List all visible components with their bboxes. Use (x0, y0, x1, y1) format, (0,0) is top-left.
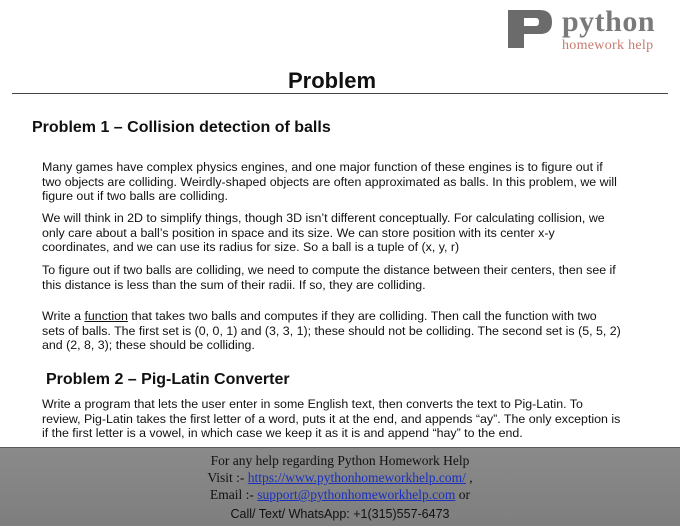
footer-email-line (0, 487, 680, 503)
problem1-paragraph-4 (42, 309, 622, 353)
logo-p-mark-icon (506, 8, 554, 50)
problem1-paragraph-1: Many games have complex physics engines, and one major function of these engines is to figure out if two objects are colliding. Weirdly-shaped objects are often approximated as balls. In this problem, we will figure out if two balls are colliding. (42, 160, 617, 204)
problem1-paragraph-3: To figure out if two balls are colliding, we need to compute the distance between their centers, then see if this distance is less than the sum of their radii. If so, they are colliding. (42, 263, 616, 292)
email-label: Email :- (210, 487, 258, 502)
logo-wordmark: python (562, 5, 656, 38)
title-divider (12, 93, 668, 94)
problem1-p4-text-start: Write a (42, 309, 85, 323)
footer-phone-line: Call/ Text/ WhatsApp: +1(315)557-6473 (230, 507, 450, 521)
problem1-paragraph-2: We will think in 2D to simplify things, though 3D isn’t different conceptually. For calculating collision, we only care about a ball’s position in space and its size. We can store position with its center x-y coordinates, and we can use its radius for size. So a ball is a tuple of (x, y, r) (42, 211, 605, 255)
footer-help-line: For any help regarding Python Homework Help (210, 453, 470, 468)
email-link[interactable]: support@pythonhomeworkhelp.com (257, 487, 456, 502)
footer-contact-banner (0, 447, 680, 526)
logo-tagline: homework help (562, 38, 654, 53)
page-title: Problem (287, 68, 377, 93)
website-link[interactable]: https://www.pythonhomeworkhelp.com/ (247, 470, 466, 485)
visit-label: Visit :- (207, 470, 248, 485)
function-link[interactable]: function (84, 309, 128, 323)
footer-visit-line (0, 470, 680, 486)
visit-suffix: , (465, 470, 473, 485)
problem1-heading: Problem 1 – Collision detection of balls (32, 119, 331, 136)
email-suffix: or (455, 487, 470, 502)
problem1-p4-text-end: that takes two balls and computes if they are colliding. Then call the function with two sets of balls. The first set is (0, 0, 1) and (3, 3, 1); these should not be colliding. The second set is (5, 5, 2) and (2, 8, 3); these should be colliding. (42, 309, 621, 353)
problem2-heading: Problem 2 – Pig-Latin Converter (46, 371, 290, 388)
problem2-paragraph-1: Write a program that lets the user enter in some English text, then converts the text to Pig-Latin. To review, Pig-Latin takes the first letter of a word, puts it at the end, and appends “ay”. The only exception is if the first letter is a vowel, in which case we keep it as it is and append “hay” to the end. (42, 397, 621, 441)
python-homework-help-logo (506, 6, 676, 54)
